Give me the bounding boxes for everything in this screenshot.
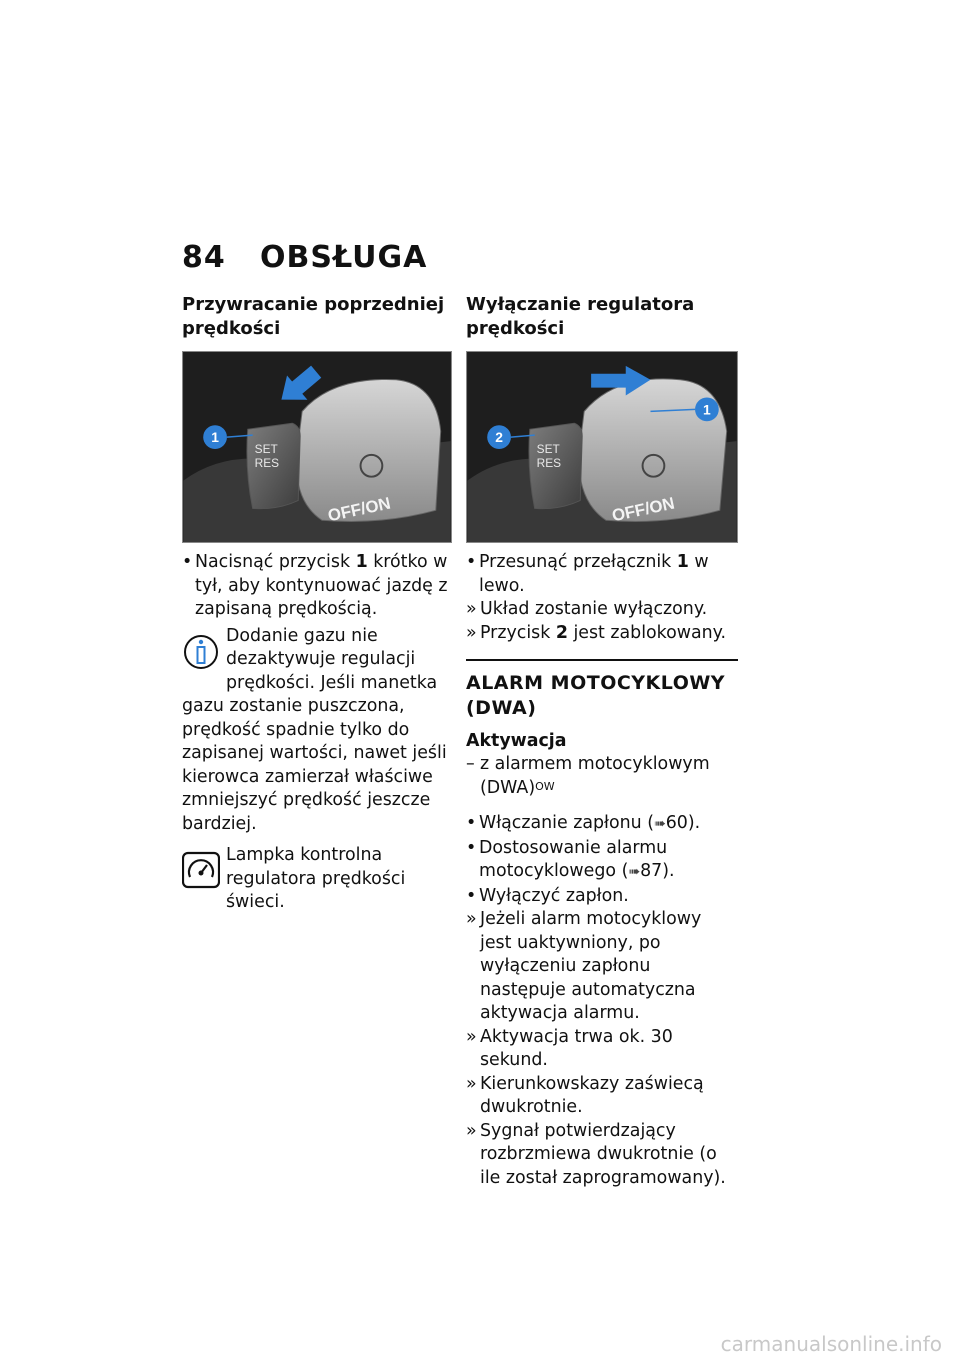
page-ref-arrow-icon: ➠ (628, 864, 641, 880)
cruise-switch-off-illustration (467, 352, 737, 542)
result-marker: » (466, 1120, 477, 1141)
set-label: SET (254, 441, 278, 456)
requirement-text: z alarmem motocyklowym (DWA) (480, 754, 710, 798)
info-note (182, 625, 452, 837)
indicator-text: Lampka kontrolna regulatora prędkości świeci. (226, 845, 406, 912)
switch-figure-off (466, 351, 738, 543)
page-ref-arrow-icon: ➠ (654, 816, 666, 832)
result-marker: » (466, 1073, 477, 1094)
set-label: SET (536, 441, 560, 456)
step-text-end: w lewo. (479, 552, 709, 596)
result-marker: » (466, 1026, 477, 1047)
outcome-item (466, 1120, 738, 1191)
page-ref[interactable]: 60). (665, 813, 701, 833)
offon-label: OFF/ON (326, 493, 393, 526)
alarm-step (466, 812, 738, 837)
step-text: Włączanie zapłonu ( (479, 813, 654, 833)
activation-heading: Aktywacja (466, 731, 567, 751)
note-text: Dodanie gazu nie dezaktywuje regulacji prędkości. Jeśli manetka gazu zostanie puszczona, prędkość spadnie tylko do zapisanej wartości, nawet jeśli kierowca zamierzał właściwe zmniejszyć prędkość jeszcze bardziej. (182, 625, 447, 834)
right-step (466, 551, 738, 598)
alarm-section-title: ALARM MOTOCYKLOWY (DWA) (466, 672, 726, 719)
right-heading: Wyłączanie regulatora prędkości (466, 294, 695, 339)
bullet-marker: • (466, 837, 477, 858)
result-marker: » (466, 622, 477, 643)
right-column (466, 293, 738, 1190)
option-code: OW (535, 779, 555, 793)
alarm-step (466, 837, 738, 885)
result-item (466, 622, 738, 646)
left-column (182, 293, 452, 915)
outcome-item (466, 1026, 738, 1073)
bullet-marker: • (466, 885, 477, 906)
result-text: Układ zostanie wyłączony. (480, 599, 708, 619)
step-text-end: krótko w tył, aby kontynuować jazdę z zapisaną prędkością. (195, 552, 448, 619)
outcome-text: Sygnał potwierdzający rozbrzmiewa dwukrotnie (o ile został zaprogramowany). (480, 1120, 726, 1188)
left-heading: Przywracanie poprzedniej prędkości (182, 294, 445, 339)
outcome-text: Aktywacja trwa ok. 30 sekund. (480, 1026, 673, 1070)
dash-marker: – (466, 754, 475, 774)
step-text: Przesunąć przełącznik (479, 552, 677, 572)
result-text-end: jest zablokowany. (567, 622, 727, 643)
step-number: 1 (676, 552, 689, 572)
switch-figure-set (182, 351, 452, 543)
page-number: 84 (182, 240, 226, 275)
outcome-text: Jeżeli alarm motocyklowy jest uaktywniony, po wyłączeniu zapłonu następuje automatyczna aktywacja alarmu. (480, 909, 702, 1023)
outcome-item (466, 1073, 738, 1120)
step-text: Nacisnąć przycisk (195, 552, 356, 572)
info-icon (182, 629, 220, 675)
alarm-step (466, 885, 738, 909)
callout-1: 1 (211, 429, 219, 446)
res-label: RES (536, 455, 562, 470)
result-text: Przycisk (480, 622, 556, 643)
step-number: 1 (355, 552, 368, 572)
requirement (466, 753, 738, 800)
section-divider (466, 659, 738, 661)
outcome-text: Kierunkowskazy zaświecą dwukrotnie. (480, 1073, 704, 1117)
bullet-marker: • (466, 813, 477, 833)
result-number: 2 (555, 622, 568, 643)
bullet-marker: • (182, 552, 193, 572)
watermark[interactable]: carmanualsonline.info (720, 1332, 942, 1356)
result-marker: » (466, 599, 477, 619)
page-header (182, 240, 427, 275)
left-step (182, 551, 452, 622)
page-ref[interactable]: 87). (640, 861, 675, 881)
indicator-note (182, 844, 452, 915)
step-text: Wyłączyć zapłon. (479, 885, 629, 906)
cruise-control-light-icon (182, 848, 220, 894)
offon-label: OFF/ON (610, 493, 677, 526)
step-text: Dostosowanie alarmu motocyklowego ( (479, 837, 668, 881)
callout-1: 1 (703, 401, 711, 418)
callout-2: 2 (495, 429, 503, 446)
section-title: OBSŁUGA (260, 240, 428, 275)
result-marker: » (466, 909, 477, 929)
outcome-item (466, 908, 738, 1026)
bullet-marker: • (466, 552, 477, 572)
cruise-switch-illustration (183, 352, 451, 542)
res-label: RES (254, 455, 280, 470)
result-item (466, 598, 738, 622)
